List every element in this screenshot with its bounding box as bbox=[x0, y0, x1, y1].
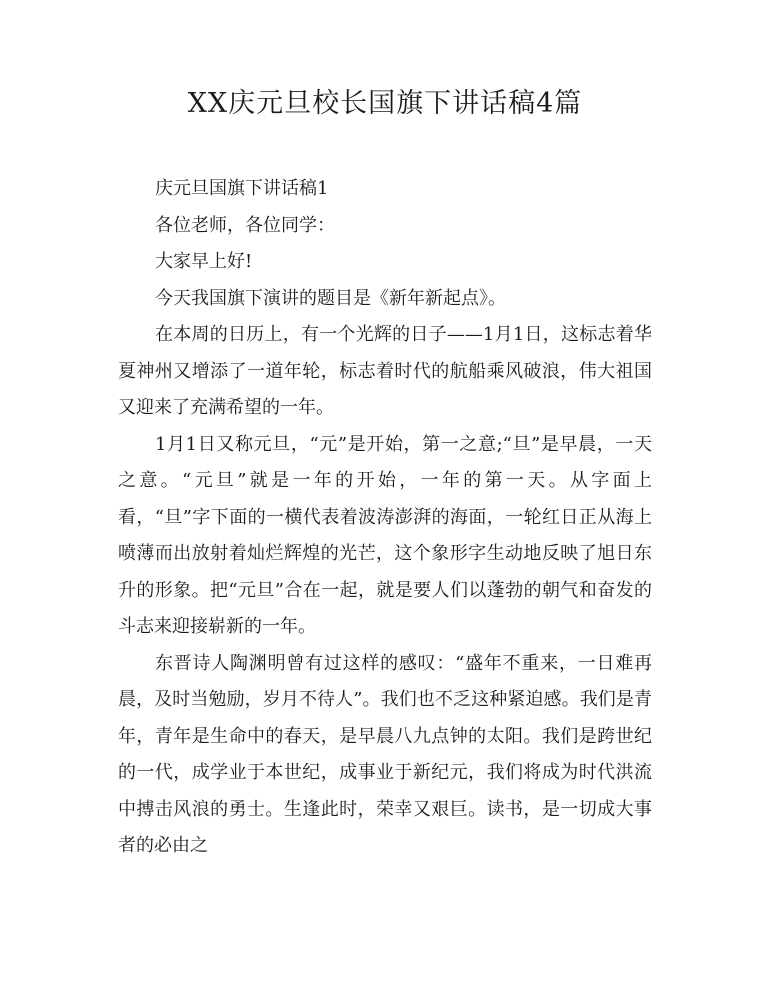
paragraph-yuandan-meaning: 1月1日又称元旦，“元”是开始，第一之意;“旦”是早晨，一天之意。“元旦”就是一年的开始，一年的第一天。从字面上看，“旦”字下面的一横代表着波涛澎湃的海面，一轮红日正从海上喷薄而出放射着灿烂辉煌的光芒，这个象形字生动地反映了旭日东升的形象。把“元旦”合在一起，就是要人们以蓬勃的朝气和奋发的斗志来迎接崭新的一年。 bbox=[118, 433, 652, 637]
paragraph-heading: 庆元旦国旗下讲话稿1 bbox=[155, 178, 329, 199]
paragraph-calendar: 在本周的日历上，有一个光辉的日子——1月1日，这标志着华夏神州又增添了一道年轮，标志着时代的航船乘风破浪，伟大祖国又迎来了充满希望的一年。 bbox=[118, 324, 652, 418]
document-title: XX庆元旦校长国旗下讲话稿4篇 bbox=[187, 88, 583, 119]
document-body bbox=[118, 171, 652, 865]
paragraph-speech-topic: 今天我国旗下演讲的题目是《新年新起点》。 bbox=[155, 287, 506, 309]
paragraph-greeting-teachers-students: 各位老师，各位同学： bbox=[155, 214, 335, 236]
paragraph-good-morning: 大家早上好! bbox=[155, 251, 253, 272]
paragraph-tao-yuanming: 东晋诗人陶渊明曾有过这样的感叹：“盛年不重来，一日难再晨，及时当勉励，岁月不待人”。我们也不乏这种紧迫感。我们是青年，青年是生命中的春天，是早晨八九点钟的太阳。我们是跨世纪的一代，成学业于本世纪，成事业于新纪元，我们将成为时代洪流中搏击风浪的勇士。生逢此时，荣幸又艰巨。读书，是一切成大事者的必由之 bbox=[118, 652, 652, 856]
